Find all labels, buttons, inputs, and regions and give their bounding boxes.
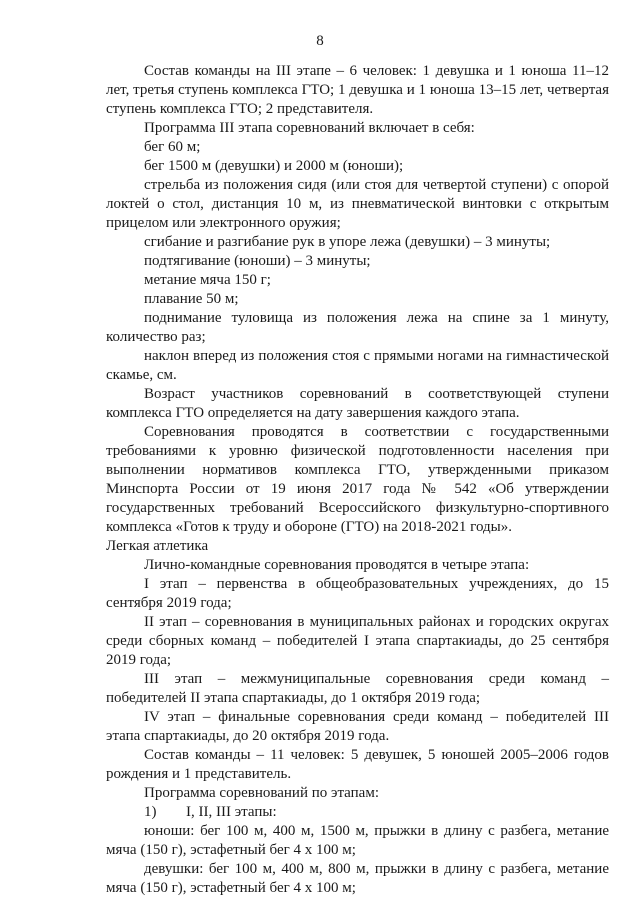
paragraph: I этап – первенства в общеобразовательных учреждениях, до 15 сентября 2019 года;: [106, 576, 609, 611]
paragraph: метание мяча 150 г;: [144, 272, 271, 288]
paragraph: Состав команды – 11 человек: 5 девушек, 5 юношей 2005–2006 годов рождения и 1 представитель.: [106, 747, 609, 782]
paragraph: бег 1500 м (девушки) и 2000 м (юноши);: [144, 158, 404, 174]
paragraph: Возраст участников соревнований в соответствующей ступени комплекса ГТО определяется на дату завершения каждого этапа.: [106, 386, 609, 421]
document-body: [106, 62, 609, 898]
page-number: 8: [316, 33, 324, 49]
section-heading: Легкая атлетика: [106, 538, 209, 554]
paragraph: Программа III этапа соревнований включает в себя:: [144, 120, 475, 136]
list-item-number: 1): [144, 804, 157, 820]
paragraph: IV этап – финальные соревнования среди команд – победителей III этапа спартакиады, до 20 октября 2019 года.: [106, 709, 609, 744]
paragraph: юноши: бег 100 м, 400 м, 1500 м, прыжки в длину с разбега, метание мяча (150 г), эстафетный бег 4 х 100 м;: [106, 823, 609, 858]
paragraph: девушки: бег 100 м, 400 м, 800 м, прыжки в длину с разбега, метание мяча (150 г), эстафетный бег 4 х 100 м;: [106, 861, 609, 896]
list-item: [106, 803, 609, 822]
paragraph: поднимание туловища из положения лежа на спине за 1 минуту, количество раз;: [106, 310, 609, 345]
list-item-text: I, II, III этапы:: [186, 804, 277, 820]
paragraph: II этап – соревнования в муниципальных районах и городских округах среди сборных команд – победителей I этапа спартакиады, до 25 сентября 2019 года;: [106, 614, 609, 668]
paragraph: Соревнования проводятся в соответствии с государственными требованиями к уровню физической подготовленности населения при выполнении нормативов комплекса ГТО, утвержденными приказом Минспорта России от 19 июня 2017 года № 542 «Об утверждении государственных требований Всероссийского физкультурно-спортивного комплекса «Готов к труду и обороне (ГТО) на 2018-2021 годы».: [106, 424, 609, 535]
paragraph: подтягивание (юноши) – 3 минуты;: [144, 253, 371, 269]
paragraph: стрельба из положения сидя (или стоя для четвертой ступени) с опорой локтей о стол, дистанция 10 м, из пневматической винтовки с открытым прицелом или электронного оружия;: [106, 177, 609, 231]
paragraph: плавание 50 м;: [144, 291, 239, 307]
paragraph: Программа соревнований по этапам:: [144, 785, 379, 801]
paragraph: Лично-командные соревнования проводятся в четыре этапа:: [144, 557, 530, 573]
paragraph: наклон вперед из положения стоя с прямыми ногами на гимнастической скамье, см.: [106, 348, 609, 383]
paragraph: III этап – межмуниципальные соревнования среди команд – победителей II этапа спартакиады, до 1 октября 2019 года;: [106, 671, 609, 706]
paragraph: Состав команды на III этапе – 6 человек: 1 девушка и 1 юноша 11–12 лет, третья ступень комплекса ГТО; 1 девушка и 1 юноша 13–15 лет, четвертая ступень комплекса ГТО; 2 представителя.: [106, 63, 609, 117]
paragraph: сгибание и разгибание рук в упоре лежа (девушки) – 3 минуты;: [144, 234, 551, 250]
paragraph: бег 60 м;: [144, 139, 201, 155]
